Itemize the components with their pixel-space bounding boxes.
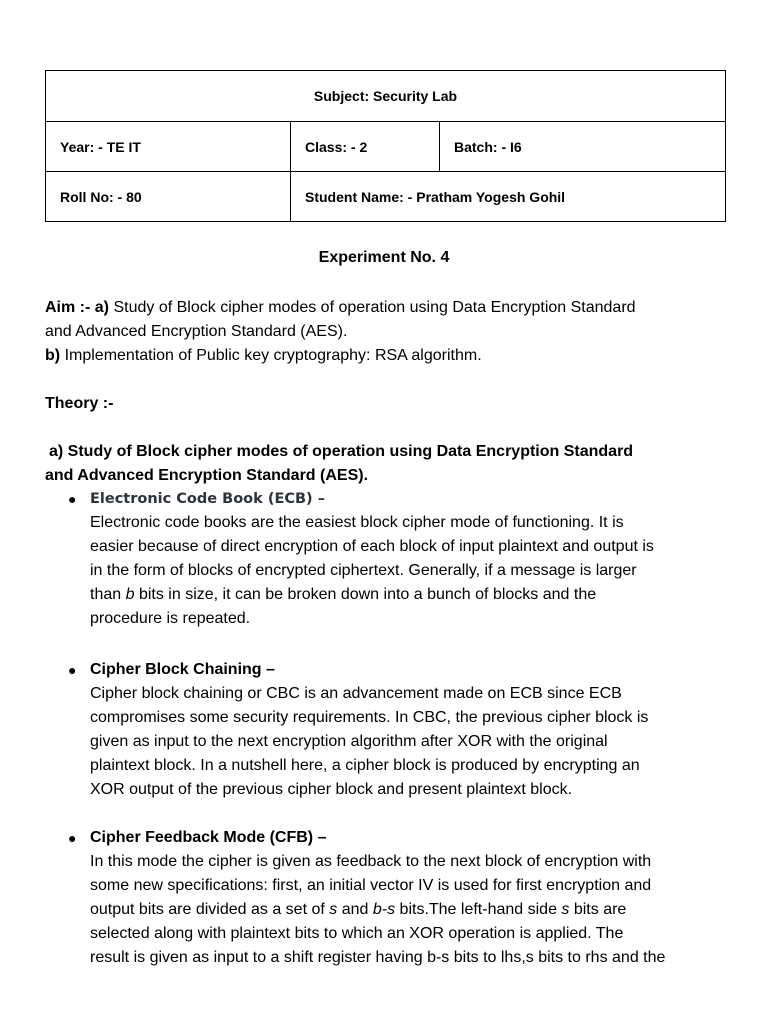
ecb-line-2: easier because of direct encryption of each block of input plaintext and output is bbox=[90, 538, 654, 555]
list-item-cbc bbox=[68, 658, 728, 808]
ecb-description bbox=[90, 511, 730, 631]
aim-a-label: a) bbox=[94, 299, 110, 316]
cfb-line-1: In this mode the cipher is given as feedback to the next block of encryption with bbox=[90, 853, 652, 870]
subject-cell: Subject: Security Lab bbox=[46, 71, 726, 122]
aim-paragraph bbox=[45, 296, 735, 368]
ecb-line-1: Electronic code books are the easiest block cipher mode of functioning. It is bbox=[90, 514, 624, 531]
student-name-cell: Student Name: - Pratham Yogesh Gohil bbox=[291, 172, 726, 222]
cfb-line-3: output bits are divided as a set of s and b-s bits.The left-hand side s bits are bbox=[90, 901, 627, 918]
cbc-line-1: Cipher block chaining or CBC is an advancement made on ECB since ECB bbox=[90, 685, 622, 702]
cbc-line-2: compromises some security requirements. In CBC, the previous cipher block is bbox=[90, 709, 649, 726]
bullet-icon: ● bbox=[68, 830, 77, 846]
cfb-title: Cipher Feedback Mode (CFB) – bbox=[90, 829, 327, 846]
ecb-title: Electronic Code Book (ECB) – bbox=[90, 491, 325, 507]
cfb-line-4: selected along with plaintext bits to which an XOR operation is applied. The bbox=[90, 925, 624, 942]
roll-cell: Roll No: - 80 bbox=[46, 172, 291, 222]
ecb-line-5: procedure is repeated. bbox=[90, 610, 251, 627]
cbc-description bbox=[90, 682, 730, 802]
section-a-heading-line-1: a) Study of Block cipher modes of operation using Data Encryption Standard bbox=[49, 443, 634, 460]
ecb-line-3: in the form of blocks of encrypted ciphertext. Generally, if a message is larger bbox=[90, 562, 637, 579]
cbc-title: Cipher Block Chaining – bbox=[90, 661, 275, 678]
ecb-line-4: than b bits in size, it can be broken down into a bunch of blocks and the bbox=[90, 586, 597, 603]
cfb-description bbox=[90, 850, 730, 970]
class-cell: Class: - 2 bbox=[291, 122, 440, 172]
aim-a-text-1: Study of Block cipher modes of operation using Data Encryption Standard bbox=[113, 299, 636, 316]
cbc-line-5: XOR output of the previous cipher block and present plaintext block. bbox=[90, 781, 573, 798]
year-cell: Year: - TE IT bbox=[46, 122, 291, 172]
list-item-ecb bbox=[68, 487, 728, 637]
cfb-line-5: result is given as input to a shift register having b-s bits to lhs,s bits to rhs and the bbox=[90, 949, 666, 966]
aim-label: Aim :- bbox=[45, 299, 91, 316]
cfb-line-2: some new specifications: first, an initial vector IV is used for first encryption and bbox=[90, 877, 652, 894]
theory-label: Theory :- bbox=[45, 395, 114, 412]
aim-a-text-2: and Advanced Encryption Standard (AES). bbox=[45, 323, 348, 340]
cbc-line-4: plaintext block. In a nutshell here, a cipher block is produced by encrypting an bbox=[90, 757, 640, 774]
section-a-heading-line-2: and Advanced Encryption Standard (AES). bbox=[45, 467, 369, 484]
cbc-line-3: given as input to the next encryption algorithm after XOR with the original bbox=[90, 733, 608, 750]
bullet-icon: ● bbox=[68, 491, 77, 507]
section-a-heading bbox=[45, 440, 745, 488]
list-item-cfb bbox=[68, 826, 728, 976]
bullet-icon: ● bbox=[68, 662, 77, 678]
header-table bbox=[45, 70, 726, 222]
experiment-title: Experiment No. 4 bbox=[318, 249, 450, 266]
aim-b-text: Implementation of Public key cryptography: RSA algorithm. bbox=[64, 347, 482, 364]
batch-cell: Batch: - I6 bbox=[440, 122, 726, 172]
aim-b-label: b) bbox=[45, 347, 61, 364]
